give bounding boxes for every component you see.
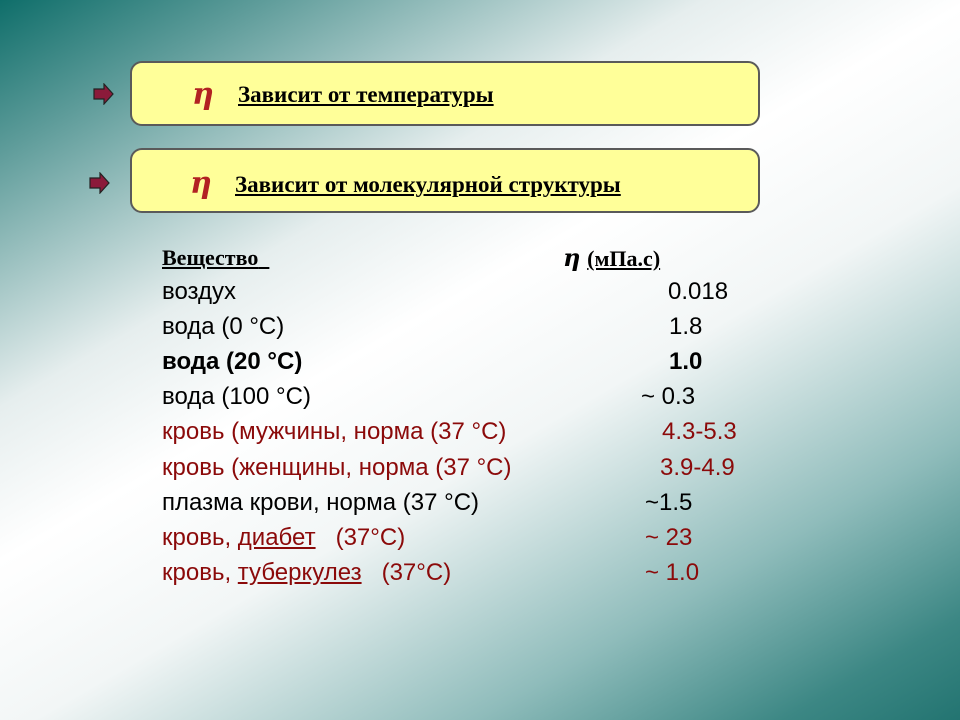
table-row-value: 1.8 xyxy=(669,313,703,340)
table-row-name: плазма крови, норма (37 °C) xyxy=(162,489,480,516)
property-text: Зависит от молекулярной структуры xyxy=(235,172,621,197)
eta-symbol: η xyxy=(192,77,214,112)
table-row-value: 0.018 xyxy=(668,278,729,305)
table-row-name: кровь, туберкулез (37°C) xyxy=(162,559,452,586)
table-row-name: кровь, диабет (37°C) xyxy=(162,524,406,551)
table-row-name: вода (0 °C) xyxy=(162,313,285,340)
link-tuberculosis[interactable]: туберкулез xyxy=(237,559,362,586)
table-row-value: 4.3-5.3 xyxy=(662,418,737,445)
eta-symbol: η xyxy=(563,243,581,272)
unit-label: (мПа.с) xyxy=(587,246,661,271)
eta-symbol: η xyxy=(190,166,212,201)
table-row-value: 1.0 xyxy=(669,348,703,375)
table-row-value: ~ 23 xyxy=(645,524,693,551)
arrow-bullet-icon xyxy=(92,83,114,105)
table-row-value: 3.9-4.9 xyxy=(660,454,735,481)
table-row-name: воздух xyxy=(162,278,237,305)
table-row-value: ~ 1.0 xyxy=(645,559,700,586)
property-text: Зависит от температуры xyxy=(238,82,494,107)
table-row-value: ~ 0.3 xyxy=(641,383,696,410)
table-row-name: вода (100 °C) xyxy=(162,383,311,410)
property-box-structure xyxy=(130,148,760,213)
property-box-temperature xyxy=(130,61,760,126)
column-header-viscosity xyxy=(563,244,660,273)
table-row-name: кровь (мужчины, норма (37 °C) xyxy=(162,418,507,445)
table-row-value: ~1.5 xyxy=(645,489,693,516)
column-header-substance: Вещество xyxy=(162,245,259,270)
table-row-name: вода (20 °C) xyxy=(162,348,303,375)
link-diabetes[interactable]: диабет xyxy=(237,524,316,551)
arrow-bullet-icon xyxy=(88,172,110,194)
table-row-name: кровь (женщины, норма (37 °C) xyxy=(162,454,512,481)
